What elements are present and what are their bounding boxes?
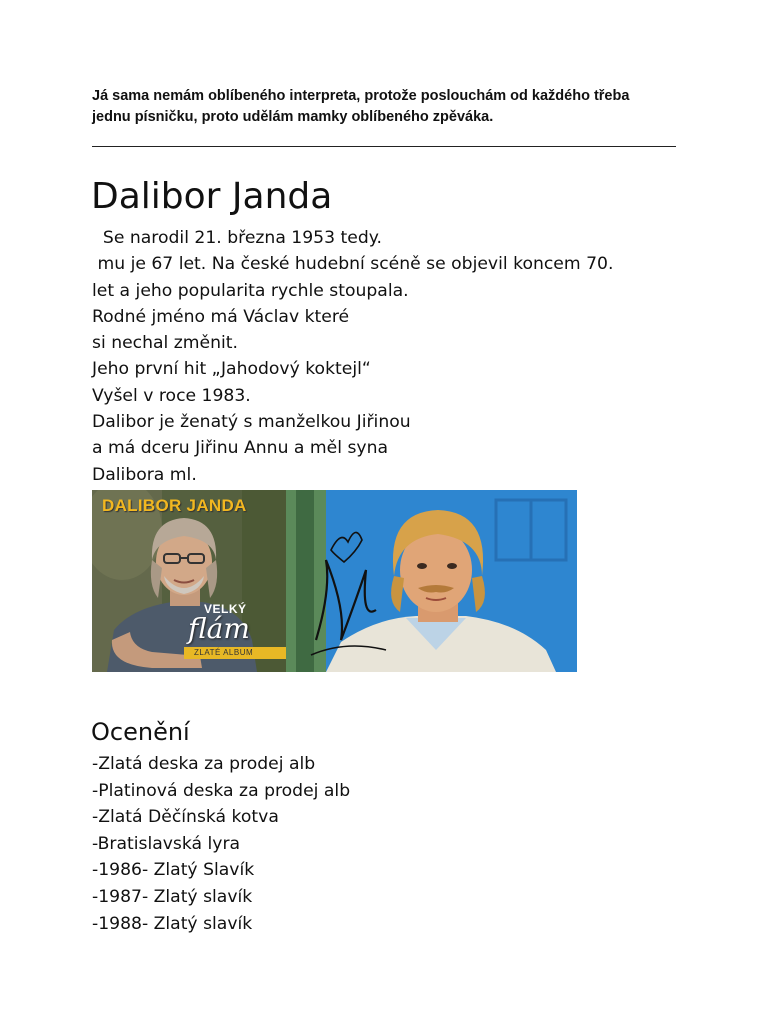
bio-line: Dalibora ml.	[92, 464, 197, 485]
awards-section-title: Ocenění	[91, 718, 190, 746]
photo-collage	[92, 490, 577, 672]
bio-line: Vyšel v roce 1983.	[92, 385, 251, 406]
award-item: -Zlatá deska za prodej alb	[92, 754, 316, 774]
horizontal-rule	[92, 146, 676, 147]
award-item: -Platinová deska za prodej alb	[92, 780, 351, 801]
album-subtitle-flam: flám	[188, 612, 250, 645]
bio-line: Dalibor je ženatý s manželkou Jiřinou	[92, 412, 411, 433]
bio-line: si nechal změnit.	[92, 333, 238, 354]
portrait-illustration	[286, 490, 577, 672]
award-item: -Zlatá Děčínská kotva	[92, 807, 279, 828]
bio-line: let a jeho popularita rychle stoupala.	[92, 280, 409, 301]
album-cover-image	[92, 490, 286, 672]
album-subtitle-velky: VELKÝ	[204, 602, 247, 616]
bio-line: Se narodil 21. března 1953 tedy.	[92, 228, 382, 248]
bio-line: Rodné jméno má Václav které	[92, 306, 350, 327]
awards-list	[92, 751, 350, 937]
bio-line: Jeho první hit „Jahodový koktejl“	[92, 359, 371, 380]
album-artist-label: DALIBOR JANDA	[102, 496, 247, 515]
award-item: -1987- Zlatý slavík	[92, 886, 253, 907]
album-subtitle-zlate: ZLATÉ ALBUM	[194, 648, 254, 657]
bio-paragraph	[92, 225, 692, 488]
intro-line: jednu písničku, proto udělám mamky oblíbeného zpěváka.	[92, 109, 494, 125]
signed-portrait-image	[286, 490, 577, 672]
award-item: -1988- Zlatý slavík	[92, 913, 253, 934]
award-item: -Bratislavská lyra	[92, 833, 241, 854]
award-item: -1986- Zlatý Slavík	[92, 860, 255, 881]
intro-line: Já sama nemám oblíbeného interpreta, protože poslouchám od každého třeba	[92, 88, 630, 104]
bio-line: a má dceru Jiřinu Annu a měl syna	[92, 438, 389, 459]
intro-paragraph	[92, 86, 692, 128]
bio-line: mu je 67 let. Na české hudební scéně se objevil koncem 70.	[92, 254, 614, 275]
page-title: Dalibor Janda	[91, 176, 333, 217]
